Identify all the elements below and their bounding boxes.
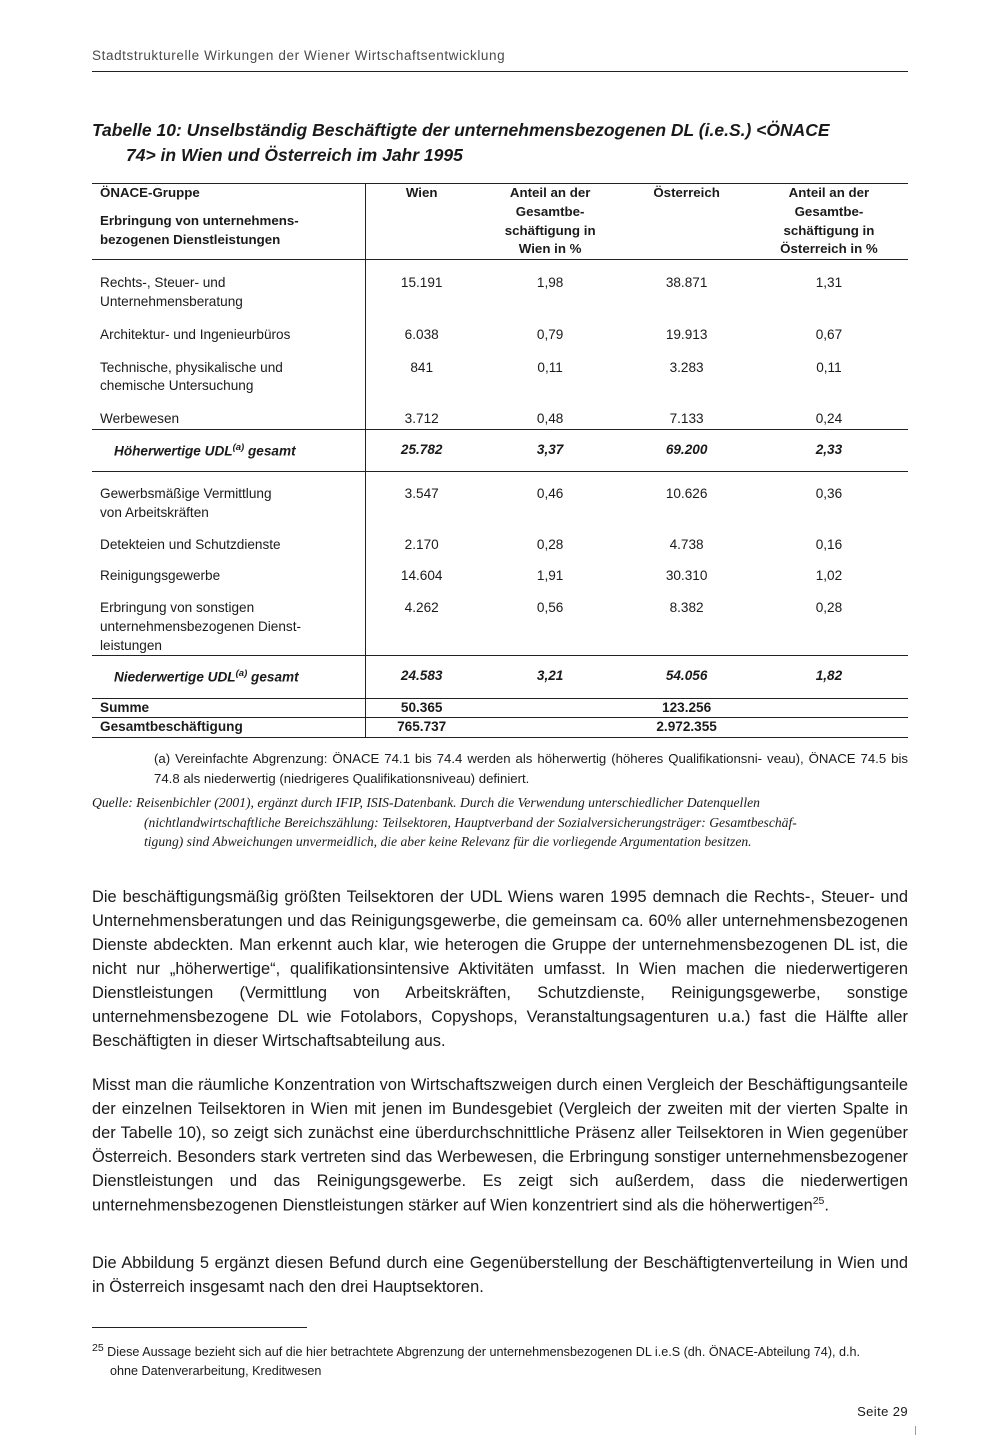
row-label-line1: Niederwertige UDL [114,669,236,685]
row-label: Summe [92,698,366,718]
table-header-row [92,183,908,260]
footnote-line1: Diese Aussage bezieht sich auf die hier betrachtete Abgrenzung der unternehmensbezogenen DL i.e.S (dh. ÖNACE-Abteilung 74), d.h. [103,1345,861,1360]
footnote-reference-25: 25 [812,1194,825,1207]
row-label-tail: gesamt [247,669,299,685]
cell-oesterreich: 30.310 [665,568,708,584]
footnote-marker-a: (a) [235,668,248,680]
running-header: Stadtstrukturelle Wirkungen der Wiener Wirtschaftsentwicklung [92,48,908,72]
table-row [92,472,908,523]
table-row [92,260,908,312]
table-row-subtotal-niederwertig [92,656,908,698]
row-label-line1: Detekteien und Schutzdienste [100,536,281,552]
table-source-line1: Quelle: Reisenbichler (2001), ergänzt durch IFIP, ISIS-Datenbank. Durch die Verwendung unterschiedlicher Datenquellen [92,794,760,810]
table-note-a-line1: (a) Vereinfachte Abgrenzung: ÖNACE 74.1 bis 74.4 werden als höherwertig (höheres Qualifikationsni- [154,751,763,767]
cell-anteil-wien: 3,37 [477,429,623,471]
header-onace-gruppe-line1: ÖNACE-Gruppe [100,184,200,200]
row-label-line2: unternehmensbezogenen Dienst- [100,618,302,634]
cell-anteil-wien [477,718,623,738]
cell-anteil-oesterreich: 0,16 [815,536,843,552]
row-label-line1: Rechts-, Steuer- und [100,275,226,291]
table-header [92,183,908,260]
table-row [92,586,908,656]
paragraph-2-text: Misst man die räumliche Konzentration von Wirtschaftszweigen durch einen Vergleich der Beschäftigungsanteile der einzelnen Teilsektoren in Wien mit jenen im Bundesgebiet (Vergleich der zweiten mit der vierten Spalte in der Tabelle 10), so zeigt sich zunächst eine überdurchschnittliche Präsenz aller Teilsektoren in Wien gegenüber Österreich. Besonders stark vertreten sind das Werbewesen, die Erbringung sonstiger unternehmensbezogener Dienstleistungen und das Reinigungsgewerbe. Es zeigt sich außerdem, dass die niederwertigen unternehmensbezogenen Dienstleistungen stärker auf Wien konzentriert sind als die höherwertigen [92,1075,908,1215]
cell-anteil-oesterreich: 0,28 [815,600,843,616]
header-anteil-oes-line4: Österreich in % [780,241,878,257]
header-anteil-oes-line1: Anteil an der [788,184,870,200]
header-anteil-wien-line1: Anteil an der [509,184,591,200]
cell-oesterreich: 10.626 [665,486,708,502]
cell-wien: 6.038 [366,312,477,345]
cell-wien: 25.782 [366,429,477,471]
paragraph-2-tail: . [824,1196,829,1215]
cell-wien: 3.712 [366,396,477,429]
header-wien-label: Wien [405,184,438,200]
cell-wien: 15.191 [366,260,477,312]
cell-anteil-wien: 1,98 [536,275,564,291]
row-label-line1: Höherwertige UDL [114,443,233,459]
cell-oesterreich: 3.283 [669,359,704,375]
page-edge-tick [915,1426,916,1435]
cell-wien: 24.583 [366,656,477,698]
cell-oesterreich: 54.056 [623,656,750,698]
header-anteil-oes-line2: Gesamtbe- [794,203,864,219]
row-label-line2: von Arbeitskräften [100,504,209,520]
row-label-line2: chemische Untersuchung [100,378,254,394]
cell-anteil-wien: 0,56 [536,600,564,616]
row-label-line1: Werbewesen [100,411,180,426]
cell-anteil-oesterreich: 0,24 [815,411,843,426]
row-label [92,260,366,312]
cell-anteil-wien [477,698,623,718]
cell-anteil-oesterreich [750,718,908,738]
header-onace-gruppe-line3: bezogenen Dienstleistungen [100,231,281,247]
table-caption [92,118,908,169]
cell-oesterreich: 69.200 [623,429,750,471]
table-row-gesamtbeschaeftigung [92,718,908,738]
header-anteil-wien-line4: Wien in % [518,241,582,257]
cell-oesterreich: 123.256 [623,698,750,718]
row-label-line1: Erbringung von sonstigen [100,600,255,616]
header-anteil-wien-line3: schäftigung in [504,222,596,238]
cell-anteil-wien: 0,79 [536,326,564,342]
paragraph-1: Die beschäftigungsmäßig größten Teilsektoren der UDL Wiens waren 1995 demnach die Rechts-, Steuer- und Unternehmensberatungen und das Reinigungsgewerbe, die gemeinsam ca. 60% aller unternehmensbezogenen Dienste abdeckten. Man erkennt auch klar, wie heterogen die Gruppe der unternehmensbezogenen DL ist, die nicht nur „höherwertige“, qualifikationsintensive Aktivitäten umfasst. In Wien machen die niederwertigeren Dienstleistungen (Vermittlung von Arbeitskräften, Schutzdienste, Reinigungsgewerbe, sonstige unternehmensbezogene DL wie Fotolabors, Copyshops, Veranstaltungsagenturen u.a.) fast die Hälfte aller Beschäftigten in dieser Wirtschaftsabteilung aus. [92,888,908,1050]
cell-wien: 2.170 [366,523,477,555]
cell-oesterreich: 38.871 [665,275,708,291]
cell-anteil-oesterreich: 0,11 [816,359,842,375]
table-source-line2: (nichtlandwirtschaftliche Bereichszählung: Teilsektoren, Hauptverband der Sozialversicherungsträger: Gesamtbeschäf- [144,814,797,830]
row-label [92,472,366,523]
cell-anteil-wien: 0,28 [536,536,564,552]
row-label [92,312,366,345]
cell-anteil-wien: 1,91 [536,568,564,584]
cell-wien: 14.604 [366,554,477,586]
row-label [92,554,366,586]
header-anteil-oes-line3: schäftigung in [783,222,875,238]
cell-anteil-wien: 0,48 [536,411,564,426]
table-row [92,345,908,397]
cell-anteil-oesterreich: 2,33 [750,429,908,471]
cell-oesterreich: 8.382 [669,600,704,616]
table-note-a-line2: veau), ÖNACE 74.5 bis 74.8 als niederwertig (niedrigeres Qualifikationsniveau) definiert. [154,751,908,786]
row-label-line1: Gewerbsmäßige Vermittlung [100,486,272,502]
cell-wien: 765.737 [366,718,477,738]
table-row [92,554,908,586]
paragraph-2 [92,1074,908,1218]
footnote-marker-a: (a) [232,441,245,453]
row-label-line1: Technische, physikalische und [100,359,283,375]
table-source-note [92,793,908,853]
cell-oesterreich: 2.972.355 [623,718,750,738]
footnote-separator [92,1327,307,1328]
row-label [92,429,366,471]
cell-wien: 3.547 [366,472,477,523]
row-label-line1: Reinigungsgewerbe [100,568,221,584]
cell-anteil-oesterreich: 0,36 [815,486,843,502]
cell-anteil-wien: 3,21 [477,656,623,698]
header-anteil-wien [477,183,623,260]
footnote-number: 25 [92,1342,104,1354]
table-caption-line2: 74> in Wien und Österreich im Jahr 1995 [126,145,463,166]
cell-oesterreich: 7.133 [669,411,704,426]
header-anteil-wien-line2: Gesamtbe- [515,203,585,219]
paragraph-3: Die Abbildung 5 ergänzt diesen Befund durch eine Gegenüberstellung der Beschäftigtenverteilung in Wien und in Österreich insgesamt nach den drei Hauptsektoren. [92,1254,908,1296]
cell-anteil-oesterreich: 1,31 [815,275,843,291]
table-body [92,260,908,738]
row-label-line3: leistungen [100,637,162,653]
cell-wien: 841 [366,345,477,397]
table-10 [92,183,908,738]
cell-oesterreich: 4.738 [669,536,704,552]
row-label: Gesamtbeschäftigung [92,718,366,738]
cell-wien: 4.262 [366,586,477,656]
row-label-tail: gesamt [244,443,296,459]
table-row [92,312,908,345]
table-row [92,523,908,555]
header-oesterreich-label: Österreich [653,184,720,200]
footnote-25 [92,1341,912,1381]
footnote-line2: ohne Datenverarbeitung, Kreditwesen [110,1364,322,1379]
cell-anteil-wien: 0,11 [537,359,563,375]
header-anteil-oesterreich [750,183,908,260]
table-caption-line1: Tabelle 10: Unselbständig Beschäftigte der unternehmensbezogenen DL (i.e.S.) <ÖNACE [92,120,830,140]
row-label-line1: Architektur- und Ingenieurbüros [100,326,291,342]
row-label [92,586,366,656]
cell-anteil-oesterreich: 1,82 [750,656,908,698]
table-row-subtotal-hoeherwertig [92,429,908,471]
header-wien [366,183,477,260]
cell-anteil-wien: 0,46 [536,486,564,502]
table-row [92,396,908,429]
cell-anteil-oesterreich: 0,67 [815,326,843,342]
page-number: Seite 29 [857,1404,908,1419]
header-onace-gruppe [92,183,366,260]
table-source-line3: tigung) sind Abweichungen unvermeidlich, die aber keine Relevanz für die vorliegende Argumentation besitzen. [144,834,752,850]
cell-anteil-oesterreich [750,698,908,718]
row-label [92,656,366,698]
cell-oesterreich: 19.913 [665,326,708,342]
cell-wien: 50.365 [366,698,477,718]
row-label-line2: Unternehmensberatung [100,294,243,309]
table-row-summe [92,698,908,718]
row-label [92,523,366,555]
row-label [92,396,366,429]
header-oesterreich [623,183,750,260]
row-label [92,345,366,397]
table-note-a [92,749,908,789]
header-onace-gruppe-line2: Erbringung von unternehmens- [100,212,299,228]
cell-anteil-oesterreich: 1,02 [815,568,843,584]
